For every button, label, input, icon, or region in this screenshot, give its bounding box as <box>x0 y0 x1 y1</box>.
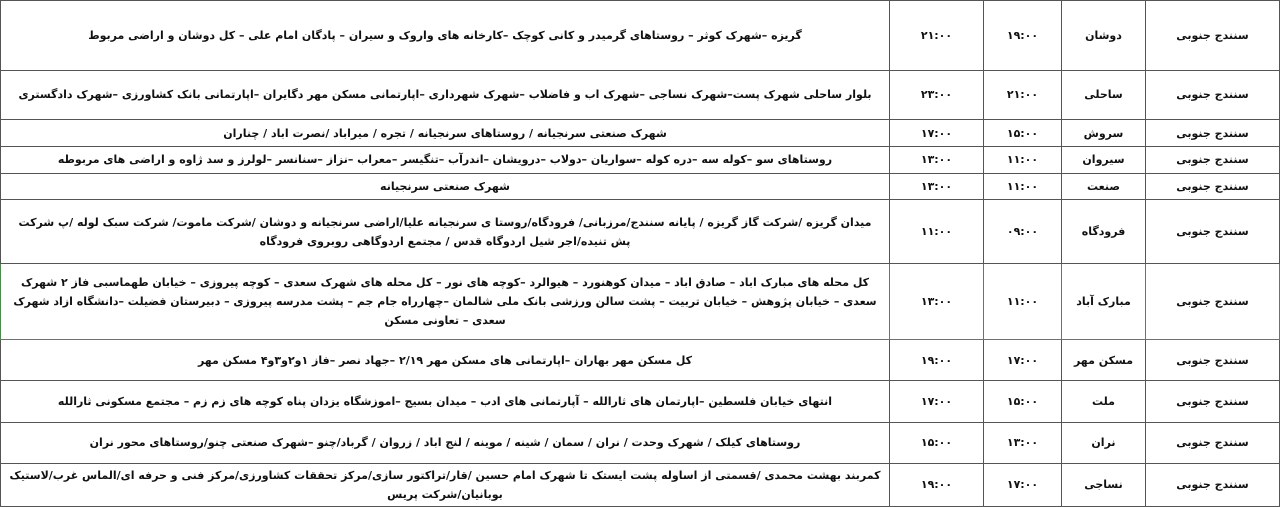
places-cell: بلوار ساحلی شهرک پست–شهرک نساجی –شهرک اب و فاضلاب –شهرک شهرداری –اپارتمانی مسکن مهر دگایران –اپارتمانی بانک کشاورزی –شهرک دادگستری <box>1 70 890 119</box>
end-time-cell: ۱۳:۰۰ <box>890 264 984 340</box>
area-cell: نران <box>1062 422 1146 463</box>
end-time-cell: ۱۹:۰۰ <box>890 463 984 506</box>
start-time-cell: ۱۱:۰۰ <box>984 147 1062 174</box>
end-time-cell: ۱۵:۰۰ <box>890 422 984 463</box>
start-time-cell: ۱۱:۰۰ <box>984 264 1062 340</box>
table-row <box>1 120 1280 147</box>
places-cell: کل محله های مبارک اباد – صادق اباد – میدان کوهنورد – هیوالرد –کوچه های نور – کل محله های شهرک سعدی – کوچه پیروزی – خیابان طهماسبی فاز ۲ شهرک سعدی – خیابان پژوهش – خیابان تربیت – پشت سالن ورزشی بانک ملی شالمان –چهارراه جام جم – پشت مدرسه پیروزی – دبیرستان فضیلت –دانشگاه ازاد شهرک سعدی – تعاونی مسکن <box>1 264 890 340</box>
places-cell: شهرک صنعتی سرنجیانه / روستاهای سرنجیانه / تجره / میراباد /نصرت اباد / چناران <box>1 120 890 147</box>
table-row <box>1 463 1280 506</box>
table-row <box>1 173 1280 200</box>
district-cell: سنندج جنوبی <box>1146 422 1280 463</box>
district-cell: سنندج جنوبی <box>1146 147 1280 174</box>
table-row <box>1 200 1280 264</box>
end-time-cell: ۱۷:۰۰ <box>890 381 984 422</box>
district-cell: سنندج جنوبی <box>1146 200 1280 264</box>
places-cell: میدان گریزه /شرکت گاز گریزه / پایانه سنندج/مرزبانی/ فرودگاه/روستا ی سرنجیانه علیا/اراضی سرنجیانه و دوشان /شرکت ماموت/ شرکت سبک لوله /پ شرکت پش تنیده/اجر شیل اردوگاه قدس / مجتمع اردوگاهی روبروی فرودگاه <box>1 200 890 264</box>
area-cell: دوشان <box>1062 1 1146 71</box>
start-time-cell: ۱۹:۰۰ <box>984 1 1062 71</box>
places-cell: گریزه –شهرک کوثر – روستاهای گرمیدر و کانی کوچک –کارخانه های واروک و سیران – پادگان امام علی – کل دوشان و اراضی مربوط <box>1 1 890 71</box>
area-cell: مسکن مهر <box>1062 340 1146 381</box>
table-row <box>1 1 1280 71</box>
places-cell: کمربند بهشت محمدی /قسمتی از اساوله پشت ایستک تا شهرک امام حسین /قار/تراکتور سازی/مرکز تحققات کشاورزی/مرکز فنی و حرفه ای/الماس غرب/لاستیک بوبانیان/شرکت پریس <box>1 463 890 506</box>
places-cell: کل مسکن مهر بهاران –اپارتمانی های مسکن مهر ۲/۱۹ –جهاد نصر –فاز ۱و۲و۳و۴ مسکن مهر <box>1 340 890 381</box>
district-cell: سنندج جنوبی <box>1146 340 1280 381</box>
start-time-cell: ۱۷:۰۰ <box>984 463 1062 506</box>
places-cell: انتهای خیابان فلسطین –اپارتمان های ثارالله – آپارتمانی های ادب – میدان بسیج –اموزشگاه یزدان پناه کوچه های زم زم – مجتمع مسکونی ثارالله <box>1 381 890 422</box>
area-cell: فرودگاه <box>1062 200 1146 264</box>
places-cell: روستاهای کیلک / شهرک وحدت / نران / سمان / شینه / موینه / لنج اباد / زروان / گرباد/چنو –شهرک صنعتی چنو/روستاهای محور نران <box>1 422 890 463</box>
area-cell: سیروان <box>1062 147 1146 174</box>
table-row <box>1 422 1280 463</box>
table-row <box>1 340 1280 381</box>
district-cell: سنندج جنوبی <box>1146 463 1280 506</box>
end-time-cell: ۱۳:۰۰ <box>890 173 984 200</box>
area-cell: سروش <box>1062 120 1146 147</box>
area-cell: نساجی <box>1062 463 1146 506</box>
district-cell: سنندج جنوبی <box>1146 1 1280 71</box>
end-time-cell: ۱۱:۰۰ <box>890 200 984 264</box>
table-row <box>1 70 1280 119</box>
end-time-cell: ۲۳:۰۰ <box>890 70 984 119</box>
district-cell: سنندج جنوبی <box>1146 381 1280 422</box>
table-row <box>1 264 1280 340</box>
end-time-cell: ۱۳:۰۰ <box>890 147 984 174</box>
table-row <box>1 381 1280 422</box>
end-time-cell: ۱۷:۰۰ <box>890 120 984 147</box>
start-time-cell: ۲۱:۰۰ <box>984 70 1062 119</box>
district-cell: سنندج جنوبی <box>1146 264 1280 340</box>
start-time-cell: ۱۳:۰۰ <box>984 422 1062 463</box>
district-cell: سنندج جنوبی <box>1146 120 1280 147</box>
start-time-cell: ۱۵:۰۰ <box>984 120 1062 147</box>
start-time-cell: ۱۱:۰۰ <box>984 173 1062 200</box>
start-time-cell: ۰۹:۰۰ <box>984 200 1062 264</box>
district-cell: سنندج جنوبی <box>1146 173 1280 200</box>
area-cell: ملت <box>1062 381 1146 422</box>
area-cell: مبارک آباد <box>1062 264 1146 340</box>
area-cell: صنعت <box>1062 173 1146 200</box>
start-time-cell: ۱۵:۰۰ <box>984 381 1062 422</box>
end-time-cell: ۲۱:۰۰ <box>890 1 984 71</box>
places-cell: شهرک صنعتی سرنجیانه <box>1 173 890 200</box>
places-cell: روستاهای سو –کوله سه –دره کوله –سواریان –دولاب –درویشان –اندرآب –تنگیسر –معراب –نزاز –سنانسر –لولرز و سد ژاوه و اراضی های مربوطه <box>1 147 890 174</box>
table-row <box>1 147 1280 174</box>
start-time-cell: ۱۷:۰۰ <box>984 340 1062 381</box>
area-cell: ساحلی <box>1062 70 1146 119</box>
end-time-cell: ۱۹:۰۰ <box>890 340 984 381</box>
district-cell: سنندج جنوبی <box>1146 70 1280 119</box>
